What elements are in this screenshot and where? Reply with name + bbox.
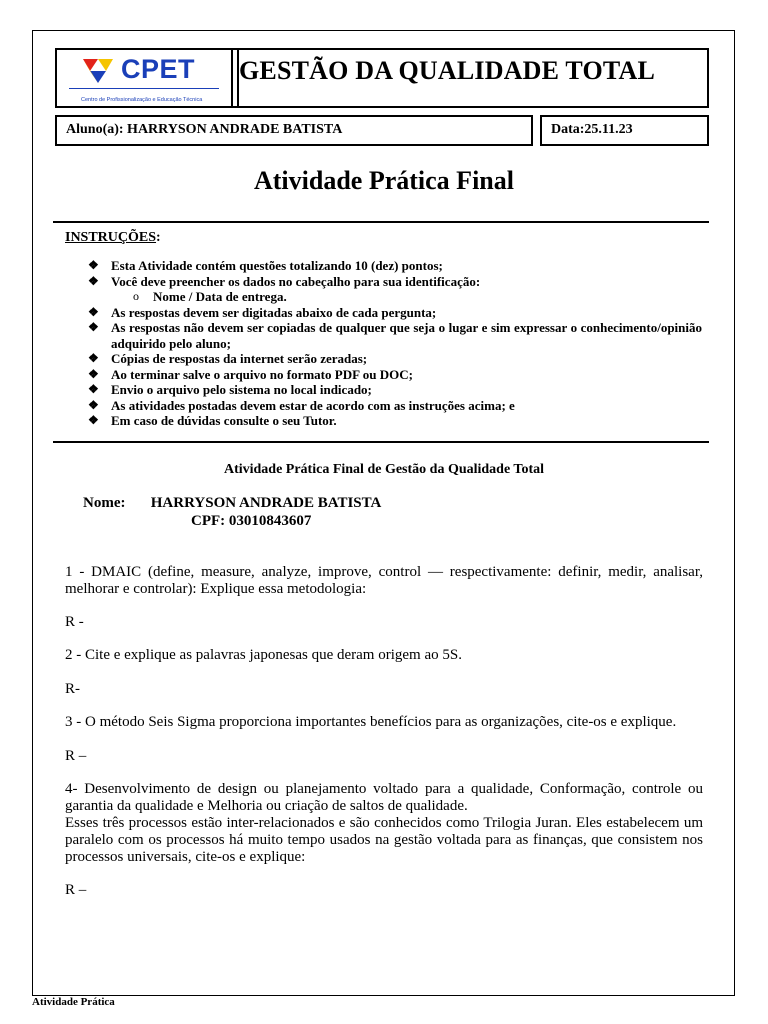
list-item	[88, 413, 702, 429]
student-name-row	[83, 495, 381, 512]
question-4-intro: 4- Desenvolvimento de design ou planejamento voltado para a qualidade, Conformação, controle ou garantia da qualidade e Melhoria ou criação de saltos de qualidade.	[65, 781, 703, 814]
diamond-bullet-icon: ❖	[88, 351, 99, 365]
student-name-text: Aluno(a): HARRYSON ANDRADE BATISTA	[66, 122, 343, 137]
logo-cell	[57, 50, 233, 106]
instructions-heading	[65, 230, 161, 246]
title-cell	[237, 50, 707, 106]
logo-text: CPET	[121, 54, 196, 84]
list-item	[88, 367, 702, 383]
logo-subtitle: Centro de Profissionalização e Educação Técnica	[81, 97, 203, 103]
circle-bullet-icon: o	[133, 289, 139, 303]
list-item	[88, 320, 702, 351]
answer-3: R –	[65, 748, 87, 764]
list-item-text: Nome / Data de entrega.	[153, 289, 287, 304]
list-item-text: Cópias de respostas da internet serão zeradas;	[111, 351, 368, 366]
list-item	[88, 305, 702, 321]
diamond-bullet-icon: ❖	[88, 320, 99, 334]
cpet-logo-icon	[81, 55, 115, 85]
page-title: Atividade Prática Final	[254, 166, 514, 195]
list-item-text: As respostas não devem ser copiadas de qualquer que seja o lugar e sim expressar o conhecimento/opinião adquirido pelo aluno;	[111, 320, 702, 351]
question-1: 1 - DMAIC (define, measure, analyze, improve, control — respectivamente: definir, medir, analisar, melhorar e controlar): Explique essa metodologia:	[65, 564, 703, 597]
list-item	[88, 382, 702, 398]
list-item-text: As respostas devem ser digitadas abaixo de cada pergunta;	[111, 304, 437, 320]
student-name: HARRYSON ANDRADE BATISTA	[150, 495, 382, 511]
list-item	[88, 351, 702, 367]
document-header	[55, 48, 709, 108]
page-footer: Atividade Prática	[32, 996, 115, 1008]
answer-1: R -	[65, 614, 84, 630]
diamond-bullet-icon: ❖	[88, 304, 99, 319]
divider	[53, 221, 709, 223]
list-item-text: Em caso de dúvidas consulte o seu Tutor.	[111, 413, 337, 428]
diamond-bullet-icon: ❖	[88, 413, 99, 427]
date-field	[540, 115, 709, 146]
student-name-field	[55, 115, 533, 146]
student-cpf: CPF: 03010843607	[191, 513, 312, 529]
list-item-text: As atividades postadas devem estar de acordo com as instruções acima; e	[111, 397, 515, 413]
list-item	[88, 274, 702, 290]
diamond-bullet-icon: ❖	[88, 258, 99, 272]
answer-4: R –	[65, 882, 87, 898]
list-item	[88, 398, 702, 414]
diamond-bullet-icon: ❖	[88, 273, 99, 288]
diamond-bullet-icon: ❖	[88, 382, 99, 396]
instructions-heading-suffix: :	[156, 230, 161, 245]
question-3: 3 - O método Seis Sigma proporciona importantes benefícios para as organizações, cite-os e explique.	[65, 714, 677, 730]
answer-2: R-	[65, 681, 80, 697]
name-label: Nome:	[83, 495, 126, 511]
instructions-heading-text: INSTRUÇÕES	[65, 230, 157, 245]
logo-divider	[69, 88, 219, 89]
list-item-text: Ao terminar salve o arquivo no formato PDF ou DOC;	[111, 366, 413, 382]
list-sub-item	[88, 289, 702, 305]
date-text: Data:25.11.23	[551, 122, 633, 137]
course-title: GESTÃO DA QUALIDADE TOTAL	[239, 56, 656, 85]
list-item	[88, 258, 702, 274]
instructions-list	[88, 258, 702, 429]
list-item-text: Você deve preencher os dados no cabeçalho para sua identificação:	[111, 273, 481, 289]
question-2: 2 - Cite e explique as palavras japonesas que deram origem ao 5S.	[65, 647, 462, 663]
diamond-bullet-icon: ❖	[88, 397, 99, 412]
question-4: Esses três processos estão inter-relacionados e são conhecidos como Trilogia Juran. Eles estabelecem um paralelo com os processos há muito tempo usados na gestão voltada para as finanças, que consistem nos processos universais, cite-os e explique:	[65, 815, 703, 865]
divider	[53, 441, 709, 443]
list-item-text: Esta Atividade contém questões totalizando 10 (dez) pontos;	[111, 258, 443, 273]
diamond-bullet-icon: ❖	[88, 366, 99, 381]
section-title: Atividade Prática Final de Gestão da Qualidade Total	[223, 462, 545, 477]
list-item-text: Envio o arquivo pelo sistema no local indicado;	[111, 382, 372, 397]
